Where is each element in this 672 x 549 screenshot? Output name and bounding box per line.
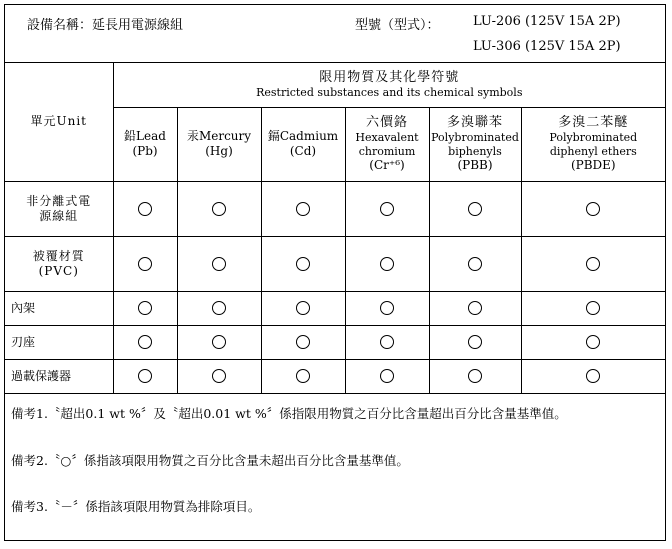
substance-name-english: Polybrominated: [549, 130, 638, 144]
substance-symbol: (Cd): [289, 144, 317, 158]
unit-cell: [5, 181, 113, 236]
circle-icon: [468, 369, 482, 383]
substance-name-english: Polybrominated: [431, 130, 519, 144]
product-name: 設備名稱：延長用電源線組: [27, 18, 184, 33]
unit-name: (PVC): [38, 263, 79, 278]
substance-symbol: (Cr⁺⁶): [369, 158, 405, 173]
remark-3: 備考3.〝－〞係指該項限用物質為排除項目。: [11, 499, 261, 514]
circle-icon: [586, 257, 600, 271]
unit-name: 非分離式電: [26, 193, 92, 208]
circle-icon: [212, 335, 226, 349]
circle-icon: [380, 257, 394, 271]
substance-symbol: (Hg): [205, 144, 233, 158]
circle-icon: [468, 257, 482, 271]
table-row: [5, 359, 665, 393]
substance-name-english: biphenyls: [448, 144, 502, 158]
circle-icon: [212, 202, 226, 216]
circle-icon: [468, 202, 482, 216]
substance-header-lead: [113, 107, 177, 181]
circle-icon: [296, 301, 310, 315]
substance-name-english: Hexavalent: [355, 130, 419, 144]
circle-icon: [380, 301, 394, 315]
circle-icon: [468, 335, 482, 349]
unit-column-header: 單元Unit: [5, 63, 113, 181]
substance-name-chinese: 多溴聯苯: [446, 114, 503, 130]
substance-name-english: diphenyl ethers: [549, 144, 637, 158]
circle-icon: [212, 301, 226, 315]
restricted-substances-table: [5, 63, 665, 394]
unit-cell: 刃座: [5, 325, 113, 359]
declaration-header: [5, 5, 665, 63]
circle-icon: [138, 202, 152, 216]
substance-name: 汞Mercury: [186, 129, 252, 143]
circle-icon: [138, 257, 152, 271]
substance-name: 鎘Cadmium: [267, 129, 339, 143]
table-row: [5, 236, 665, 291]
table-row: [5, 325, 665, 359]
remark-2: 備考2.〝○〞係指該項限用物質之百分比含量未超出百分比含量基準值。: [11, 453, 409, 468]
unit-cell: [5, 236, 113, 291]
circle-icon: [212, 369, 226, 383]
group-header-chinese: 限用物質及其化學符號: [319, 69, 460, 85]
circle-icon: [296, 202, 310, 216]
circle-icon: [586, 301, 600, 315]
substance-header-pbde: [521, 107, 665, 181]
substance-name-chinese: 多溴二苯醚: [558, 114, 629, 130]
unit-name: 源線組: [39, 208, 79, 223]
substance-symbol: (PBB): [457, 158, 493, 173]
table-row: [5, 291, 665, 325]
substance-name: 鉛Lead: [124, 129, 166, 143]
model-number-2: LU-306 (125V 15A 2P): [473, 39, 621, 54]
substance-name-english: chromium: [358, 144, 416, 158]
model-label: 型號（型式）：: [355, 18, 440, 33]
substances-group-header: [113, 63, 665, 107]
group-header-english: Restricted substances and its chemical symbols: [256, 86, 523, 99]
unit-cell: 過載保護器: [5, 359, 113, 393]
unit-cell: 內架: [5, 291, 113, 325]
circle-icon: [296, 335, 310, 349]
model-number-1: LU-206 (125V 15A 2P): [473, 14, 621, 29]
substance-header-pbb: [429, 107, 521, 181]
circle-icon: [138, 369, 152, 383]
remark-1: 備考1.〝超出0.1 wt %〞及〝超出0.01 wt %〞係指限用物質之百分比含量超出百分比含量基準值。: [11, 406, 567, 421]
substance-header-mercury: [177, 107, 261, 181]
substance-symbol: (PBDE): [570, 158, 616, 173]
circle-icon: [212, 257, 226, 271]
circle-icon: [586, 369, 600, 383]
circle-icon: [296, 257, 310, 271]
circle-icon: [380, 369, 394, 383]
circle-icon: [138, 301, 152, 315]
circle-icon: [296, 369, 310, 383]
table-row: [5, 181, 665, 236]
substance-symbol: (Pb): [132, 144, 158, 158]
circle-icon: [380, 335, 394, 349]
circle-icon: [586, 335, 600, 349]
substance-name-chinese: 六價鉻: [365, 114, 408, 130]
substance-header-hexavalent-chromium: [345, 107, 429, 181]
circle-icon: [586, 202, 600, 216]
circle-icon: [468, 301, 482, 315]
rohs-declaration-sheet: [4, 4, 666, 541]
substance-header-cadmium: [261, 107, 345, 181]
circle-icon: [138, 335, 152, 349]
unit-name: 被覆材質: [32, 248, 85, 263]
circle-icon: [380, 202, 394, 216]
